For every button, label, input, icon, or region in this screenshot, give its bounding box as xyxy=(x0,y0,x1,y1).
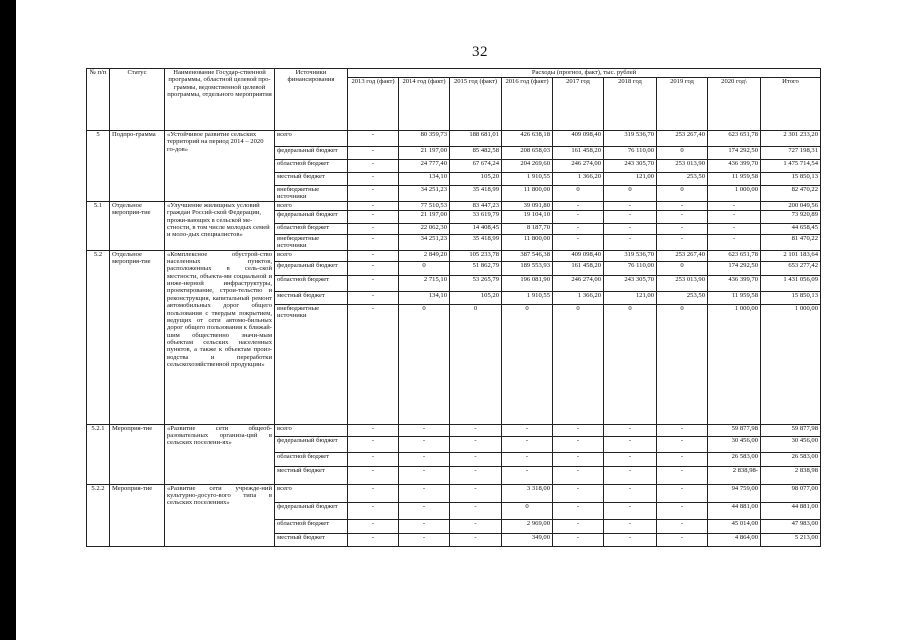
amount-cell: 319 536,70 xyxy=(604,250,657,261)
amount-cell: - xyxy=(348,261,399,275)
amount-cell: 253 267,40 xyxy=(657,250,708,261)
header-year: 2019 год xyxy=(657,78,708,131)
amount-cell: - xyxy=(553,484,604,502)
program-name: «Развитие сети учрежде-ний культурно-досуго-вого типа в сельских поселениях» xyxy=(165,484,275,546)
amount-cell: 188 681,01 xyxy=(450,131,502,147)
amount-cell: 208 658,03 xyxy=(502,147,553,160)
amount-cell: 409 098,40 xyxy=(553,250,604,261)
amount-cell: 349,00 xyxy=(502,533,553,546)
amount-cell: - xyxy=(553,210,604,223)
amount-cell: 22 062,30 xyxy=(399,223,450,234)
amount-cell: - xyxy=(553,452,604,466)
funding-source: местный бюджет xyxy=(275,173,348,186)
total-cell: 2 301 233,20 xyxy=(761,131,821,147)
amount-cell: - xyxy=(348,291,399,304)
amount-cell: - xyxy=(604,519,657,533)
amount-cell: - xyxy=(553,223,604,234)
table-header xyxy=(87,69,821,131)
amount-cell: - xyxy=(502,436,553,452)
amount-cell: 30 456,00 xyxy=(708,436,761,452)
header-year: 2016 год (факт) xyxy=(502,78,553,131)
total-cell: 47 983,00 xyxy=(761,519,821,533)
amount-cell: 34 251,23 xyxy=(399,234,450,250)
funding-source: местный бюджет xyxy=(275,291,348,304)
amount-cell: 11 959,58 xyxy=(708,173,761,186)
amount-cell: 253 013,90 xyxy=(657,275,708,291)
amount-cell: - xyxy=(348,304,399,424)
amount-cell: - xyxy=(502,452,553,466)
amount-cell: 1 000,00 xyxy=(708,186,761,202)
amount-cell: - xyxy=(657,210,708,223)
header-year: 2020 год\ xyxy=(708,78,761,131)
amount-cell: 161 458,20 xyxy=(553,261,604,275)
amount-cell: - xyxy=(657,424,708,436)
amount-cell: - xyxy=(657,484,708,502)
amount-cell: 59 877,98 xyxy=(708,424,761,436)
table-row xyxy=(87,250,821,261)
amount-cell: 253 267,40 xyxy=(657,131,708,147)
total-cell: 44 658,45 xyxy=(761,223,821,234)
row-number: 5.1 xyxy=(87,201,110,250)
amount-cell: 0 xyxy=(657,186,708,202)
row-number: 5.2.2 xyxy=(87,484,110,546)
row-number: 5.2 xyxy=(87,250,110,424)
funding-source: всего xyxy=(275,484,348,502)
funding-source: областной бюджет xyxy=(275,160,348,173)
funding-source: областной бюджет xyxy=(275,519,348,533)
amount-cell: 246 274,00 xyxy=(553,160,604,173)
amount-cell: - xyxy=(399,466,450,484)
amount-cell: 11 800,00 xyxy=(502,186,553,202)
amount-cell: - xyxy=(450,533,502,546)
header-expenses: Расходы (прогноз, факт), тыс. рублей xyxy=(348,69,821,78)
total-cell: 30 456,00 xyxy=(761,436,821,452)
amount-cell: 174 292,50 xyxy=(708,261,761,275)
total-cell: 5 213,00 xyxy=(761,533,821,546)
amount-cell: 11 800,00 xyxy=(502,234,553,250)
amount-cell: 121,00 xyxy=(604,173,657,186)
amount-cell: 426 638,18 xyxy=(502,131,553,147)
header-year: 2014 год (факт) xyxy=(399,78,450,131)
row-status: Мероприя-тие xyxy=(110,484,165,546)
table-row xyxy=(87,424,821,436)
amount-cell: - xyxy=(553,424,604,436)
total-cell: 98 077,00 xyxy=(761,484,821,502)
amount-cell: 204 269,60 xyxy=(502,160,553,173)
amount-cell: 1 910,55 xyxy=(502,173,553,186)
funding-source: внебюджетные источники xyxy=(275,304,348,424)
amount-cell: - xyxy=(708,210,761,223)
program-name: «Комплексное обустрой-ство населенных пунктов, расположенных в сель-ской местности, объекта-ми социальной и инже-нерной инфраструктуры, проектирование, строи-тельство и реконструкция, капитальный ремонт автомобильных дорог общего пользования с твердым покрытием, ведущих от сети автомо-бильных дорог общего пользования к ближай-шим общественно значи-мым объектам сельских населенных пунктов, а также к объектам произ-водства и переработки сельскохозяйственной продукции» xyxy=(165,250,275,424)
amount-cell: 387 546,38 xyxy=(502,250,553,261)
amount-cell: 0 xyxy=(657,304,708,424)
amount-cell: - xyxy=(450,519,502,533)
amount-cell: 21 197,00 xyxy=(399,210,450,223)
amount-cell: - xyxy=(399,436,450,452)
amount-cell: - xyxy=(657,436,708,452)
table-row xyxy=(87,201,821,210)
total-cell: 1 431 056,09 xyxy=(761,275,821,291)
header-source: Источники финансирования xyxy=(275,69,348,131)
amount-cell: - xyxy=(657,452,708,466)
budget-sheet xyxy=(86,68,821,547)
amount-cell: 94 759,00 xyxy=(708,484,761,502)
amount-cell: - xyxy=(657,502,708,519)
header-year: 2017 год xyxy=(553,78,604,131)
amount-cell: 0 xyxy=(399,304,450,424)
amount-cell: 2 849,20 xyxy=(399,250,450,261)
header-total: Итого xyxy=(761,78,821,131)
header-status: Статус xyxy=(110,69,165,131)
total-cell: 1 475 714,54 xyxy=(761,160,821,173)
funding-source: федеральный бюджет xyxy=(275,502,348,519)
amount-cell: - xyxy=(348,275,399,291)
amount-cell: 134,10 xyxy=(399,291,450,304)
table-row xyxy=(87,131,821,147)
amount-cell: - xyxy=(399,533,450,546)
amount-cell: 85 482,58 xyxy=(450,147,502,160)
amount-cell: 436 399,70 xyxy=(708,160,761,173)
amount-cell: 39 091,80 xyxy=(502,201,553,210)
amount-cell: 174 292,50 xyxy=(708,147,761,160)
amount-cell: - xyxy=(450,484,502,502)
funding-source: федеральный бюджет xyxy=(275,210,348,223)
amount-cell: 0 xyxy=(604,186,657,202)
amount-cell: 161 458,20 xyxy=(553,147,604,160)
amount-cell: 0 xyxy=(399,261,450,275)
amount-cell: 19 104,10 xyxy=(502,210,553,223)
amount-cell: - xyxy=(348,436,399,452)
amount-cell: - xyxy=(657,466,708,484)
amount-cell: 26 583,00 xyxy=(708,452,761,466)
amount-cell: 0 xyxy=(657,261,708,275)
amount-cell: - xyxy=(348,519,399,533)
amount-cell: 105,20 xyxy=(450,173,502,186)
amount-cell: 67 674,24 xyxy=(450,160,502,173)
total-cell: 2 101 183,64 xyxy=(761,250,821,261)
funding-source: всего xyxy=(275,201,348,210)
funding-source: всего xyxy=(275,131,348,147)
amount-cell: 53 265,79 xyxy=(450,275,502,291)
page-number: 32 xyxy=(472,44,488,60)
amount-cell: 3 318,00 xyxy=(502,484,553,502)
amount-cell: 253,50 xyxy=(657,291,708,304)
header-year: 2015 год (факт) xyxy=(450,78,502,131)
amount-cell: - xyxy=(450,466,502,484)
total-cell: 1 000,00 xyxy=(761,304,821,424)
amount-cell: 243 305,70 xyxy=(604,160,657,173)
amount-cell: 34 251,23 xyxy=(399,186,450,202)
funding-source: федеральный бюджет xyxy=(275,436,348,452)
total-cell: 2 838,98 xyxy=(761,466,821,484)
amount-cell: - xyxy=(657,223,708,234)
amount-cell: 83 447,23 xyxy=(450,201,502,210)
amount-cell: - xyxy=(348,210,399,223)
amount-cell: - xyxy=(708,223,761,234)
amount-cell: - xyxy=(604,466,657,484)
amount-cell: - xyxy=(553,466,604,484)
row-status: Отдельное мероприя-тие xyxy=(110,250,165,424)
header-no: № п/п xyxy=(87,69,110,131)
amount-cell: - xyxy=(553,519,604,533)
amount-cell: - xyxy=(450,452,502,466)
header-year: 2013 год (факт) xyxy=(348,78,399,131)
amount-cell: 44 881,00 xyxy=(708,502,761,519)
amount-cell: 33 619,79 xyxy=(450,210,502,223)
amount-cell: 35 418,99 xyxy=(450,186,502,202)
row-number: 5.2.1 xyxy=(87,424,110,484)
amount-cell: - xyxy=(348,223,399,234)
amount-cell: - xyxy=(399,519,450,533)
amount-cell: 0 xyxy=(657,147,708,160)
total-cell: 15 850,13 xyxy=(761,173,821,186)
header-name: Наименование Государ-ственной программы, областной целевой про-граммы, ведомственной целевой программы, отдельного мероприятия xyxy=(165,69,275,131)
amount-cell: 0 xyxy=(502,304,553,424)
amount-cell: 253 013,90 xyxy=(657,160,708,173)
amount-cell: 2 969,00 xyxy=(502,519,553,533)
amount-cell: - xyxy=(502,466,553,484)
amount-cell: 11 959,58 xyxy=(708,291,761,304)
total-cell: 44 881,00 xyxy=(761,502,821,519)
amount-cell: 2 838,98- xyxy=(708,466,761,484)
program-name: «Развитие сети общеоб-разовательных организа-ций в сельских поселени-ях» xyxy=(165,424,275,484)
amount-cell: 0 xyxy=(604,304,657,424)
table-row xyxy=(87,484,821,502)
amount-cell: - xyxy=(657,201,708,210)
row-number: 5 xyxy=(87,131,110,202)
amount-cell: - xyxy=(604,424,657,436)
funding-source: областной бюджет xyxy=(275,275,348,291)
amount-cell: 1 910,55 xyxy=(502,291,553,304)
funding-source: внебюджетные источники xyxy=(275,234,348,250)
amount-cell: - xyxy=(399,452,450,466)
amount-cell: 623 651,78 xyxy=(708,250,761,261)
funding-source: всего xyxy=(275,424,348,436)
amount-cell: 0 xyxy=(553,304,604,424)
amount-cell: - xyxy=(348,424,399,436)
amount-cell: - xyxy=(708,201,761,210)
amount-cell: 319 536,70 xyxy=(604,131,657,147)
amount-cell: - xyxy=(348,502,399,519)
amount-cell: - xyxy=(553,234,604,250)
amount-cell: 1 366,20 xyxy=(553,291,604,304)
row-status: Отдельное мероприя-тие xyxy=(110,201,165,250)
funding-source: федеральный бюджет xyxy=(275,147,348,160)
amount-cell: - xyxy=(604,201,657,210)
amount-cell: 76 110,00 xyxy=(604,261,657,275)
program-name: «Устойчивое развитие сельских территорий на период 2014 – 2020 го-дов» xyxy=(165,131,275,202)
amount-cell: - xyxy=(348,452,399,466)
amount-cell: 253,50 xyxy=(657,173,708,186)
amount-cell: - xyxy=(657,234,708,250)
amount-cell: 436 399,70 xyxy=(708,275,761,291)
funding-source: областной бюджет xyxy=(275,223,348,234)
total-cell: 81 470,22 xyxy=(761,234,821,250)
amount-cell: - xyxy=(604,436,657,452)
funding-source: областной бюджет xyxy=(275,452,348,466)
amount-cell: - xyxy=(553,436,604,452)
amount-cell: - xyxy=(348,160,399,173)
amount-cell: - xyxy=(657,533,708,546)
amount-cell: 623 651,78 xyxy=(708,131,761,147)
amount-cell: 409 098,40 xyxy=(553,131,604,147)
amount-cell: 243 305,70 xyxy=(604,275,657,291)
amount-cell: 1 366,20 xyxy=(553,173,604,186)
amount-cell: - xyxy=(348,533,399,546)
amount-cell: 14 408,45 xyxy=(450,223,502,234)
total-cell: 653 277,42 xyxy=(761,261,821,275)
amount-cell: 35 418,99 xyxy=(450,234,502,250)
amount-cell: - xyxy=(348,131,399,147)
funding-source: местный бюджет xyxy=(275,466,348,484)
amount-cell: - xyxy=(553,502,604,519)
amount-cell: - xyxy=(604,210,657,223)
amount-cell: 189 553,93 xyxy=(502,261,553,275)
row-status: Мероприя-тие xyxy=(110,424,165,484)
amount-cell: 0 xyxy=(450,304,502,424)
amount-cell: - xyxy=(348,147,399,160)
amount-cell: 246 274,00 xyxy=(553,275,604,291)
amount-cell: - xyxy=(604,484,657,502)
funding-source: федеральный бюджет xyxy=(275,261,348,275)
amount-cell: - xyxy=(604,452,657,466)
amount-cell: - xyxy=(399,484,450,502)
amount-cell: - xyxy=(348,201,399,210)
amount-cell: 51 862,79 xyxy=(450,261,502,275)
program-name: «Улучшение жилищных условий граждан Россий-ской Федерации, прожи-вающих в сельской ме-стности, в том числе молодых семей и моло-дых специалистов» xyxy=(165,201,275,250)
amount-cell: - xyxy=(348,250,399,261)
amount-cell: 105,20 xyxy=(450,291,502,304)
amount-cell: - xyxy=(553,533,604,546)
amount-cell: - xyxy=(348,466,399,484)
row-status: Подпро-грамма xyxy=(110,131,165,202)
amount-cell: 8 187,70 xyxy=(502,223,553,234)
amount-cell: - xyxy=(604,234,657,250)
amount-cell: - xyxy=(399,424,450,436)
amount-cell: 134,10 xyxy=(399,173,450,186)
total-cell: 73 920,89 xyxy=(761,210,821,223)
amount-cell: 1 000,00 xyxy=(708,304,761,424)
funding-source: всего xyxy=(275,250,348,261)
amount-cell: - xyxy=(553,201,604,210)
amount-cell: 24 777,40 xyxy=(399,160,450,173)
funding-source: внебюджетные источники xyxy=(275,186,348,202)
amount-cell: 105 233,78 xyxy=(450,250,502,261)
total-cell: 82 470,22 xyxy=(761,186,821,202)
amount-cell: - xyxy=(708,234,761,250)
amount-cell: 0 xyxy=(502,502,553,519)
total-cell: 15 850,13 xyxy=(761,291,821,304)
total-cell: 200 049,56 xyxy=(761,201,821,210)
budget-table xyxy=(86,68,821,547)
amount-cell: - xyxy=(348,234,399,250)
total-cell: 26 583,00 xyxy=(761,452,821,466)
amount-cell: 21 197,00 xyxy=(399,147,450,160)
amount-cell: - xyxy=(604,223,657,234)
amount-cell: - xyxy=(604,533,657,546)
amount-cell: - xyxy=(348,484,399,502)
scan-left-border xyxy=(0,0,16,640)
amount-cell: - xyxy=(450,424,502,436)
amount-cell: 80 359,73 xyxy=(399,131,450,147)
amount-cell: - xyxy=(502,424,553,436)
amount-cell: - xyxy=(399,502,450,519)
table-body xyxy=(87,131,821,547)
amount-cell: - xyxy=(450,502,502,519)
amount-cell: 45 014,00 xyxy=(708,519,761,533)
amount-cell: - xyxy=(348,186,399,202)
amount-cell: 76 110,00 xyxy=(604,147,657,160)
amount-cell: 4 864,00 xyxy=(708,533,761,546)
amount-cell: - xyxy=(348,173,399,186)
funding-source: местный бюджет xyxy=(275,533,348,546)
amount-cell: - xyxy=(657,519,708,533)
amount-cell: - xyxy=(604,502,657,519)
amount-cell: 0 xyxy=(553,186,604,202)
total-cell: 59 877,98 xyxy=(761,424,821,436)
header-year: 2018 год xyxy=(604,78,657,131)
amount-cell: 121,00 xyxy=(604,291,657,304)
total-cell: 727 198,31 xyxy=(761,147,821,160)
amount-cell: 2 715,10 xyxy=(399,275,450,291)
amount-cell: - xyxy=(450,436,502,452)
amount-cell: 77 510,53 xyxy=(399,201,450,210)
amount-cell: 196 081,90 xyxy=(502,275,553,291)
